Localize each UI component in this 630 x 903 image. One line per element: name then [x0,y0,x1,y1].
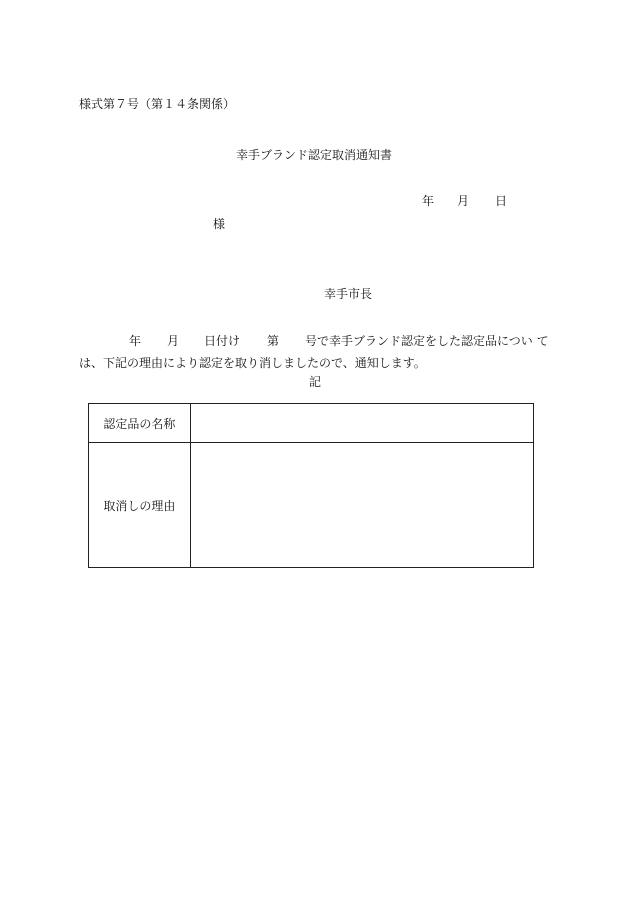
ki-heading: 記 [309,375,322,389]
cancellation-reason-label: 取消しの理由 [89,443,191,568]
document-title: 幸手ブランド認定取消通知書 [236,148,393,162]
body-text-line-2: は、下記の理由により認定を取り消しましたので、通知します。 [79,356,426,370]
details-table [88,403,534,568]
body-month-label: 月 [167,334,180,348]
date-day-label: 日 [495,194,508,208]
body-line1-rest: 号で幸手ブランド認定をした認定品につい て [305,334,549,348]
date-month-label: 月 [457,194,470,208]
body-year-label: 年 [129,334,142,348]
recipient-honorific: 様 [213,217,226,231]
product-name-field[interactable] [190,404,533,443]
cancellation-reason-field[interactable] [190,443,533,568]
form-number: 様式第７号（第１４条関係） [79,97,236,111]
product-name-label: 認定品の名称 [89,404,191,443]
table-row [89,443,534,568]
body-day-label: 日付け [204,334,241,348]
body-number-prefix: 第 [267,334,280,348]
date-year-label: 年 [422,194,435,208]
table-row [89,404,534,443]
issuer-name: 幸手市長 [324,287,373,301]
